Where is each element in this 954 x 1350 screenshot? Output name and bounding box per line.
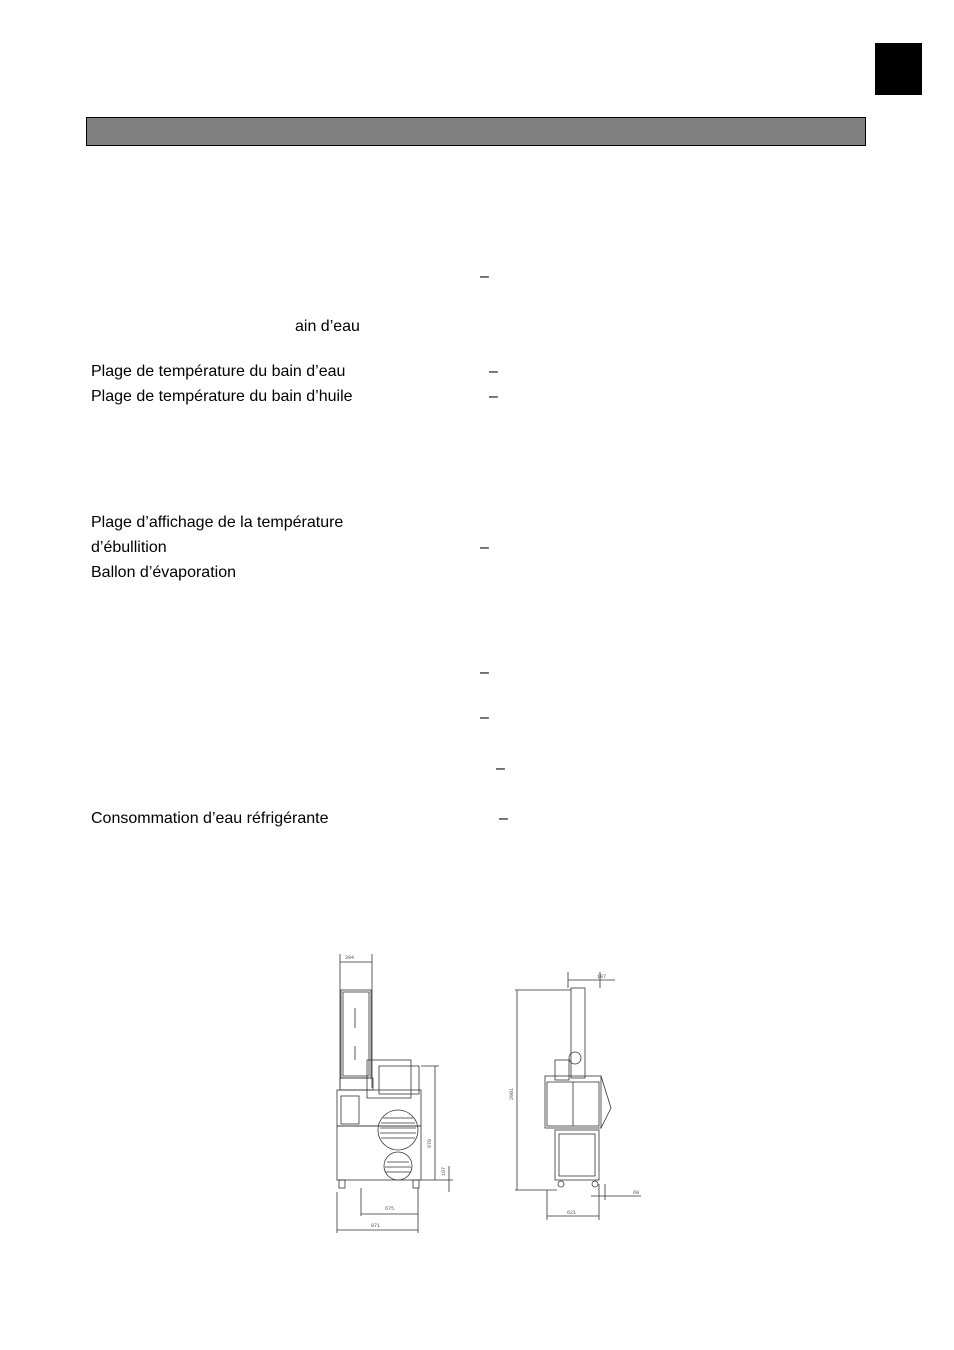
dim-foot: 107 [441, 1166, 447, 1176]
dim-height-right: 970 [427, 1138, 433, 1148]
label-consommation: Consommation d’eau réfrigérante [91, 810, 329, 827]
dim-base: 621 [567, 1210, 577, 1216]
label-plage-bain-eau: Plage de température du bain d’eau [91, 363, 346, 380]
chapter-tab [875, 43, 922, 95]
dash: – [480, 268, 489, 285]
dash: – [480, 664, 489, 681]
section-title-bar [86, 117, 866, 146]
dash: – [480, 539, 489, 556]
side-view-drawing [505, 968, 650, 1228]
dim-base-total: 871 [371, 1223, 381, 1229]
label-plage-bain-huile: Plage de température du bain d’huile [91, 388, 353, 405]
label-ballon: Ballon d’évaporation [91, 564, 236, 581]
front-view-drawing [325, 948, 465, 1238]
dash: – [499, 810, 508, 827]
dash: – [489, 363, 498, 380]
dash: – [496, 760, 505, 777]
dash: – [489, 388, 498, 405]
dim-top-width: 187 [597, 974, 607, 980]
label-bain-eau-fragment: ain d’eau [295, 318, 360, 335]
dim-height-total: 2001 [509, 1087, 515, 1100]
label-plage-affichage: Plage d’affichage de la température [91, 514, 344, 531]
label-ebullition: d’ébullition [91, 539, 167, 556]
dim-base-inner: 675 [385, 1206, 395, 1212]
dim-offset: 69 [633, 1190, 640, 1196]
dash: – [480, 709, 489, 726]
dim-top-width: 394 [345, 955, 355, 961]
